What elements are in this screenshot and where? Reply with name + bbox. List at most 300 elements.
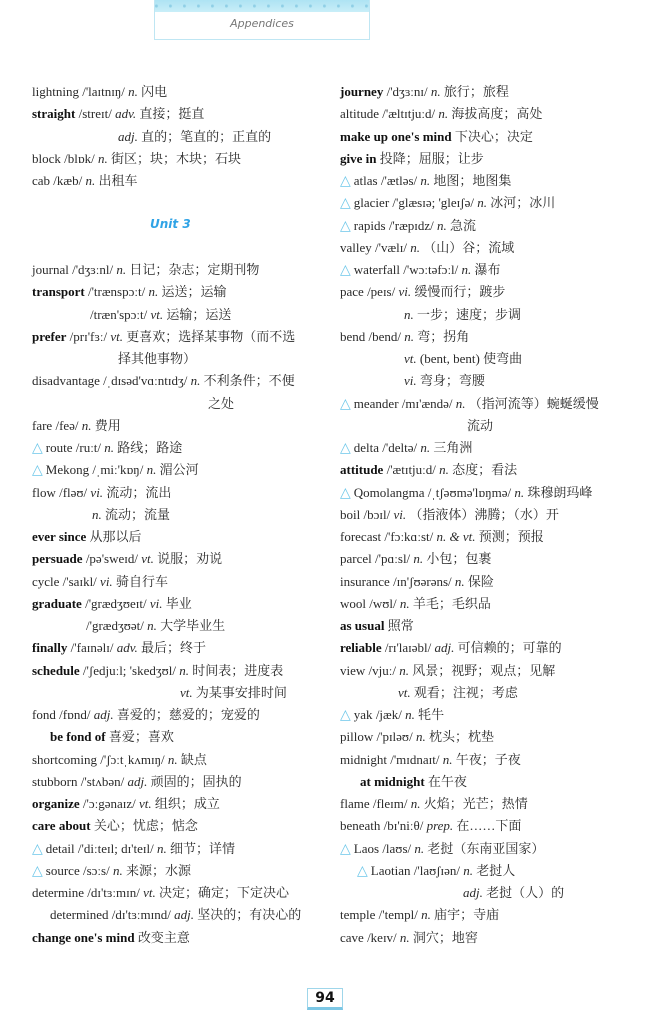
part-of-speech: vt. (180, 684, 193, 700)
definition: 运送；运输 (161, 284, 227, 300)
definition: 路线；路途 (117, 440, 183, 455)
triangle-marker-icon: △ (32, 441, 43, 456)
part-of-speech: vt. (150, 306, 164, 322)
part-of-speech: n. (461, 262, 472, 277)
part-of-speech: n. & vt. (436, 529, 476, 544)
part-of-speech: n. (415, 729, 426, 745)
part-of-speech: vt. (143, 885, 156, 900)
definition: 老挝人 (476, 862, 516, 878)
part-of-speech: vi. (398, 284, 412, 300)
part-of-speech: n. (410, 239, 420, 255)
headword: Mekong (45, 462, 90, 478)
vocab-entry (118, 351, 196, 367)
vocab-entry (32, 574, 168, 590)
headword: yak (353, 707, 373, 722)
part-of-speech: n. (157, 840, 167, 856)
vocab-entry (340, 440, 472, 457)
vocab-entry (340, 284, 505, 300)
vocab-entry (340, 84, 509, 100)
pronunciation: /'pɪləʊ/ (376, 729, 413, 745)
vocab-entry (340, 151, 484, 167)
vocab-entry (32, 106, 204, 122)
headword: detail (45, 840, 75, 856)
part-of-speech: vt. (139, 796, 152, 811)
vocab-entry (340, 574, 494, 590)
part-of-speech: n. (414, 840, 425, 856)
part-of-speech: adj. (127, 773, 148, 789)
vocab-entry (404, 307, 521, 323)
pronunciation: /blɒk/ (64, 150, 95, 166)
definition: 地图；地图集 (433, 173, 512, 188)
vocab-entry (180, 685, 287, 701)
pronunciation: /'glæsɪə; 'gleɪʃə/ (392, 195, 474, 211)
vocab-entry (92, 507, 170, 523)
definition: 日记；杂志；定期刊物 (129, 262, 260, 277)
part-of-speech: vt. (110, 328, 123, 344)
headword: valley (340, 239, 372, 255)
pronunciation: /'diːteɪl; dɪ'teɪl/ (77, 840, 154, 856)
pronunciation: /'ɔːgənaɪz/ (82, 796, 136, 811)
vocab-entry (32, 818, 198, 834)
definition: 旅行；旅程 (443, 84, 509, 99)
headword: forecast (340, 529, 382, 544)
pronunciation: /ˌdɪsəd'vɑːntɪdʒ/ (103, 373, 188, 389)
pronunciation: /'ʃedjuːl; 'skedʒʊl/ (82, 662, 176, 678)
vocab-entry (340, 485, 592, 502)
headword: lightning (32, 84, 79, 99)
vocab-entry (467, 418, 493, 434)
pronunciation: /'ætɪtjuːd/ (386, 462, 436, 478)
part-of-speech: n. (430, 84, 441, 99)
definition: 午夜；子夜 (455, 751, 521, 767)
definition: 骑自行车 (115, 573, 168, 589)
part-of-speech: n. (420, 440, 431, 455)
vocab-entry (340, 240, 514, 256)
headword: Qomolangma (353, 484, 425, 500)
pronunciation: /sɔːs/ (82, 862, 110, 878)
part-of-speech: n. (179, 662, 189, 678)
definition: 火焰；光芒；热情 (423, 796, 528, 811)
vocab-entry (90, 307, 231, 323)
part-of-speech: n. (455, 395, 466, 411)
headword: at midnight (360, 773, 425, 789)
pronunciation: /'ætləs/ (380, 173, 418, 188)
vocab-entry (32, 418, 121, 434)
definition: 投降；屈服；让步 (379, 150, 484, 166)
definition: 时间表；进度表 (192, 662, 284, 678)
vocab-entry (340, 640, 562, 656)
headword: journal (32, 262, 69, 277)
definition: 保险 (467, 573, 494, 589)
pronunciation: /'stʌbən/ (80, 773, 125, 789)
vocab-entry (340, 507, 559, 523)
headword: Laotian (370, 862, 411, 878)
headword: altitude (340, 106, 379, 122)
definition: 最后；终于 (141, 640, 207, 656)
definition: 在……下面 (456, 818, 522, 834)
triangle-marker-icon: △ (340, 174, 351, 189)
triangle-marker-icon: △ (340, 441, 351, 456)
headword: determine (32, 885, 84, 900)
definition: 说服；劝说 (157, 551, 223, 567)
triangle-marker-icon: △ (340, 485, 351, 501)
vocab-entry (340, 796, 528, 812)
vocab-entry (32, 284, 226, 300)
part-of-speech: n. (147, 618, 157, 633)
headword: be fond of (50, 729, 106, 745)
vocab-entry (32, 774, 242, 790)
pronunciation: /'pɑːsl/ (375, 551, 411, 567)
definition: 三角洲 (433, 440, 473, 455)
unit-heading: Unit 3 (150, 217, 191, 231)
headword: source (45, 862, 80, 878)
vocab-entry (340, 106, 542, 122)
part-of-speech: n. (190, 373, 201, 389)
definition: 洞穴；地窖 (412, 929, 478, 945)
headword: glacier (353, 195, 390, 211)
headword: meander (353, 395, 399, 411)
headword: view (340, 662, 366, 678)
part-of-speech: vi. (404, 373, 417, 389)
definition: 运输；运送 (166, 306, 232, 322)
headword: transport (32, 284, 85, 300)
definition: 之处 (208, 395, 235, 411)
definition: 来源；水源 (125, 862, 191, 878)
definition: 老挝（东南亚国家） (427, 840, 545, 856)
pronunciation: /fɒnd/ (59, 707, 91, 722)
part-of-speech: adj. (93, 707, 114, 722)
pronunciation: /fləʊ/ (59, 484, 88, 500)
headword: care about (32, 818, 91, 834)
part-of-speech: n. (85, 173, 96, 188)
definition: 湄公河 (159, 462, 199, 478)
pronunciation: /'ʃɔːtˌkʌmɪŋ/ (100, 751, 165, 767)
part-of-speech: n. (146, 462, 157, 478)
definition: 街区；块；木块；石块 (111, 150, 242, 166)
triangle-marker-icon: △ (357, 863, 368, 879)
definition: 为某事安排时间 (195, 684, 287, 700)
vocab-entry (32, 173, 137, 189)
vocab-entry (32, 462, 199, 479)
definition: 大学毕业生 (160, 618, 226, 633)
headword: flame (340, 796, 370, 811)
page-number: 94 (307, 988, 343, 1010)
definition: 闪电 (141, 84, 168, 99)
part-of-speech: adj. (174, 907, 194, 923)
part-of-speech: n. (439, 462, 449, 478)
part-of-speech: n. (399, 595, 410, 611)
part-of-speech: n. (420, 173, 431, 188)
triangle-marker-icon: △ (340, 263, 351, 278)
vocab-entry (32, 885, 289, 901)
headword: midnight (340, 751, 387, 767)
vocab-entry (118, 129, 271, 145)
headword: temple (340, 907, 376, 923)
vocab-entry (32, 796, 220, 812)
headword: make up one's mind (340, 128, 452, 144)
definition: 急流 (450, 217, 477, 233)
pronunciation: /ruːt/ (75, 440, 102, 455)
vocab-entry (340, 596, 491, 612)
definition: 直接；挺直 (139, 106, 205, 122)
definition: 下决心；决定 (454, 128, 533, 144)
headword: shortcoming (32, 751, 97, 767)
definition: 决定；确定；下定决心 (158, 885, 289, 900)
headword: beneath (340, 818, 381, 834)
triangle-marker-icon: △ (32, 841, 43, 857)
vocab-entry (32, 863, 191, 880)
part-of-speech: n. (148, 284, 159, 300)
definition: 从那以后 (89, 529, 142, 544)
headword: attitude (340, 462, 384, 478)
part-of-speech: n. (442, 751, 453, 767)
part-of-speech: n. (98, 150, 108, 166)
pronunciation: /'æltɪtjuːd/ (382, 106, 436, 122)
vocab-entry (404, 373, 485, 389)
triangle-marker-icon: △ (340, 396, 351, 412)
definition: 缓慢而行；踱步 (414, 284, 506, 300)
definition: 老挝（人）的 (486, 885, 565, 900)
page-header (154, 0, 370, 40)
definition: （指液体）沸腾；（水）开 (409, 506, 559, 522)
vocab-entry (340, 462, 517, 478)
headword: stubborn (32, 773, 78, 789)
definition: 费用 (94, 417, 121, 433)
definition: 择其他事物） (118, 351, 197, 366)
pronunciation: /'dʒɜːnɪ/ (386, 84, 428, 99)
headword: cycle (32, 573, 60, 589)
pronunciation: /rɪ'laɪəbl/ (384, 640, 432, 656)
definition: 毕业 (165, 595, 192, 611)
vocab-entry (32, 841, 235, 858)
vocab-entry (340, 218, 476, 235)
part-of-speech: n. (463, 862, 474, 878)
definition: 珠穆朗玛峰 (527, 484, 593, 500)
pronunciation: /'grædʒʊeɪt/ (85, 595, 147, 611)
part-of-speech: adv. (115, 106, 137, 122)
part-of-speech: n. (167, 751, 178, 767)
headword: pillow (340, 729, 374, 745)
headword: Laos (353, 840, 380, 856)
part-of-speech: n. (104, 440, 115, 455)
definition: 细节；详情 (170, 840, 236, 856)
vocab-entry (32, 752, 207, 768)
definition: 改变主意 (137, 929, 190, 945)
definition: 出租车 (98, 173, 138, 188)
headword: disadvantage (32, 373, 100, 389)
part-of-speech: n. (399, 929, 410, 945)
pronunciation: /'ræpɪdz/ (388, 217, 434, 233)
headword: straight (32, 106, 76, 122)
part-of-speech: vi. (393, 506, 407, 522)
headword: cave (340, 929, 364, 945)
part-of-speech: n. (514, 484, 525, 500)
vocab-entry (32, 640, 206, 656)
definition: 枕头；枕垫 (428, 729, 494, 745)
definition: 更喜欢；选择某事物（而不选 (126, 328, 296, 344)
vocab-entry (32, 596, 192, 612)
part-of-speech: n. (112, 862, 123, 878)
vocab-entry (398, 685, 518, 701)
definition: 一步；速度；步调 (417, 306, 522, 322)
headword: finally (32, 640, 68, 656)
part-of-speech: n. (477, 195, 487, 211)
headword: wool (340, 595, 366, 611)
pronunciation: /træn'spɔːt/ (90, 306, 148, 322)
vocab-entry (340, 818, 521, 834)
part-of-speech: n. (405, 707, 415, 722)
part-of-speech: adj. (434, 640, 455, 656)
vocab-entry (340, 841, 544, 858)
headword: schedule (32, 662, 80, 678)
part-of-speech: vt. (404, 351, 417, 366)
headword: give in (340, 150, 377, 166)
part-of-speech: adj. (118, 128, 138, 144)
vocab-entry (340, 907, 499, 923)
pronunciation: /'templ/ (378, 907, 418, 923)
pronunciation: /'grædʒʊət/ (86, 618, 144, 633)
section-title: Appendices (230, 17, 294, 30)
pronunciation: /prɪ'fɜː/ (69, 328, 108, 344)
vocab-entry (340, 752, 521, 768)
definition: 冰河；冰川 (490, 195, 556, 211)
pronunciation: /'trænspɔːt/ (87, 284, 146, 300)
vocab-entry (32, 262, 259, 278)
pronunciation: /'laɪtnɪŋ/ (82, 84, 125, 99)
pronunciation: /laʊs/ (382, 840, 412, 856)
vocab-entry (208, 396, 234, 412)
vocab-entry (340, 329, 469, 345)
vocab-entry (340, 262, 501, 279)
part-of-speech: vt. (398, 684, 411, 700)
pronunciation: /ˌmiː'kɒŋ/ (92, 462, 144, 478)
headword: flow (32, 484, 56, 500)
definition: 组织；成立 (154, 796, 220, 811)
part-of-speech: n. (421, 907, 431, 923)
part-of-speech: n. (438, 106, 449, 122)
vocab-entry (50, 907, 301, 923)
definition: 弯；拐角 (417, 328, 470, 344)
part-of-speech: prep. (426, 818, 454, 834)
part-of-speech: n. (413, 551, 424, 567)
headword: determined (50, 907, 109, 923)
vocab-entry (32, 930, 190, 946)
part-of-speech: n. (81, 417, 92, 433)
triangle-marker-icon: △ (32, 463, 43, 479)
pronunciation: /bɪ'niːθ/ (383, 818, 424, 834)
pronunciation: /pə'sweɪd/ (85, 551, 138, 567)
headword: pace (340, 284, 364, 300)
part-of-speech: n. (128, 84, 138, 99)
vocab-entry (340, 129, 533, 145)
part-of-speech: vt. (141, 551, 154, 567)
part-of-speech: n. (399, 662, 409, 678)
triangle-marker-icon: △ (32, 863, 43, 879)
part-of-speech: n. (92, 506, 102, 522)
definition: 预测；预报 (478, 529, 544, 544)
headword: boil (340, 506, 361, 522)
definition: 弯身；弯腰 (419, 373, 485, 389)
vocab-entry (32, 373, 295, 389)
headword: fond (32, 707, 56, 722)
pronunciation: /'fɔːkɑːst/ (384, 529, 434, 544)
definition: 关心；忧虑；惦念 (93, 818, 198, 834)
definition: (bent, bent) 使弯曲 (419, 351, 523, 366)
pronunciation: /ɪn'ʃʊərəns/ (393, 573, 452, 589)
pronunciation: /dɪ'tɜːmɪnd/ (111, 907, 171, 923)
pronunciation: /'saɪkl/ (62, 573, 97, 589)
definition: 风景；视野；观点；见解 (412, 662, 556, 678)
definition: 态度；看法 (452, 462, 518, 478)
headword: atlas (353, 173, 378, 188)
pronunciation: /wʊl/ (369, 595, 397, 611)
headword: route (45, 440, 73, 455)
definition: 顽固的；固执的 (150, 773, 242, 789)
triangle-marker-icon: △ (340, 841, 351, 857)
headword: organize (32, 796, 80, 811)
pronunciation: /'faɪnəlɪ/ (70, 640, 114, 656)
part-of-speech: n. (410, 796, 421, 811)
vocab-entry (86, 618, 225, 634)
pronunciation: /fleɪm/ (372, 796, 408, 811)
headword: parcel (340, 551, 372, 567)
headword: prefer (32, 328, 67, 344)
vocab-entry (32, 663, 283, 679)
definition: 喜爱的；慈爱的；宠爱的 (116, 707, 260, 722)
vocab-entry (340, 663, 555, 679)
pronunciation: /'deltə/ (382, 440, 418, 455)
definition: 小包；包裹 (426, 551, 492, 567)
definition: 羊毛；毛织品 (412, 595, 491, 611)
vocab-entry (340, 529, 544, 545)
vocab-entry (32, 551, 222, 567)
vocab-entry (32, 707, 260, 723)
pronunciation: /mɪ'ændə/ (401, 395, 453, 411)
part-of-speech: adj. (463, 885, 483, 900)
pronunciation: /'vælɪ/ (375, 239, 407, 255)
vocab-entry (340, 618, 414, 634)
pronunciation: /bɔɪl/ (363, 506, 391, 522)
vocab-entry (340, 729, 494, 745)
triangle-marker-icon: △ (340, 708, 351, 723)
definition: （山）谷；流域 (423, 239, 515, 255)
part-of-speech: vi. (149, 595, 163, 611)
definition: 瀑布 (474, 262, 501, 277)
pronunciation: /streɪt/ (78, 106, 112, 122)
pronunciation: /'mɪdnaɪt/ (390, 751, 440, 767)
vocab-entry (32, 440, 182, 457)
headword: block (32, 150, 61, 166)
definition: 牦牛 (418, 707, 445, 722)
pronunciation: /'wɔːtəfɔːl/ (403, 262, 459, 277)
definition: 在午夜 (427, 773, 467, 789)
pronunciation: /ˌtʃəʊmə'lɒŋmə/ (427, 484, 512, 500)
headword: persuade (32, 551, 83, 567)
headword: insurance (340, 573, 390, 589)
headword: bend (340, 328, 366, 344)
vocab-entry (32, 84, 167, 100)
vocab-entry (32, 151, 241, 167)
part-of-speech: n. (404, 328, 415, 344)
part-of-speech: n. (437, 217, 447, 233)
definition: 喜爱；喜欢 (108, 729, 174, 745)
headword: ever since (32, 529, 87, 544)
header-decoration (155, 0, 369, 12)
definition: 直的；笔直的；正直的 (141, 128, 272, 144)
vocab-entry (32, 529, 142, 545)
definition: 观看；注视；考虑 (413, 684, 518, 700)
vocab-entry (340, 930, 478, 946)
